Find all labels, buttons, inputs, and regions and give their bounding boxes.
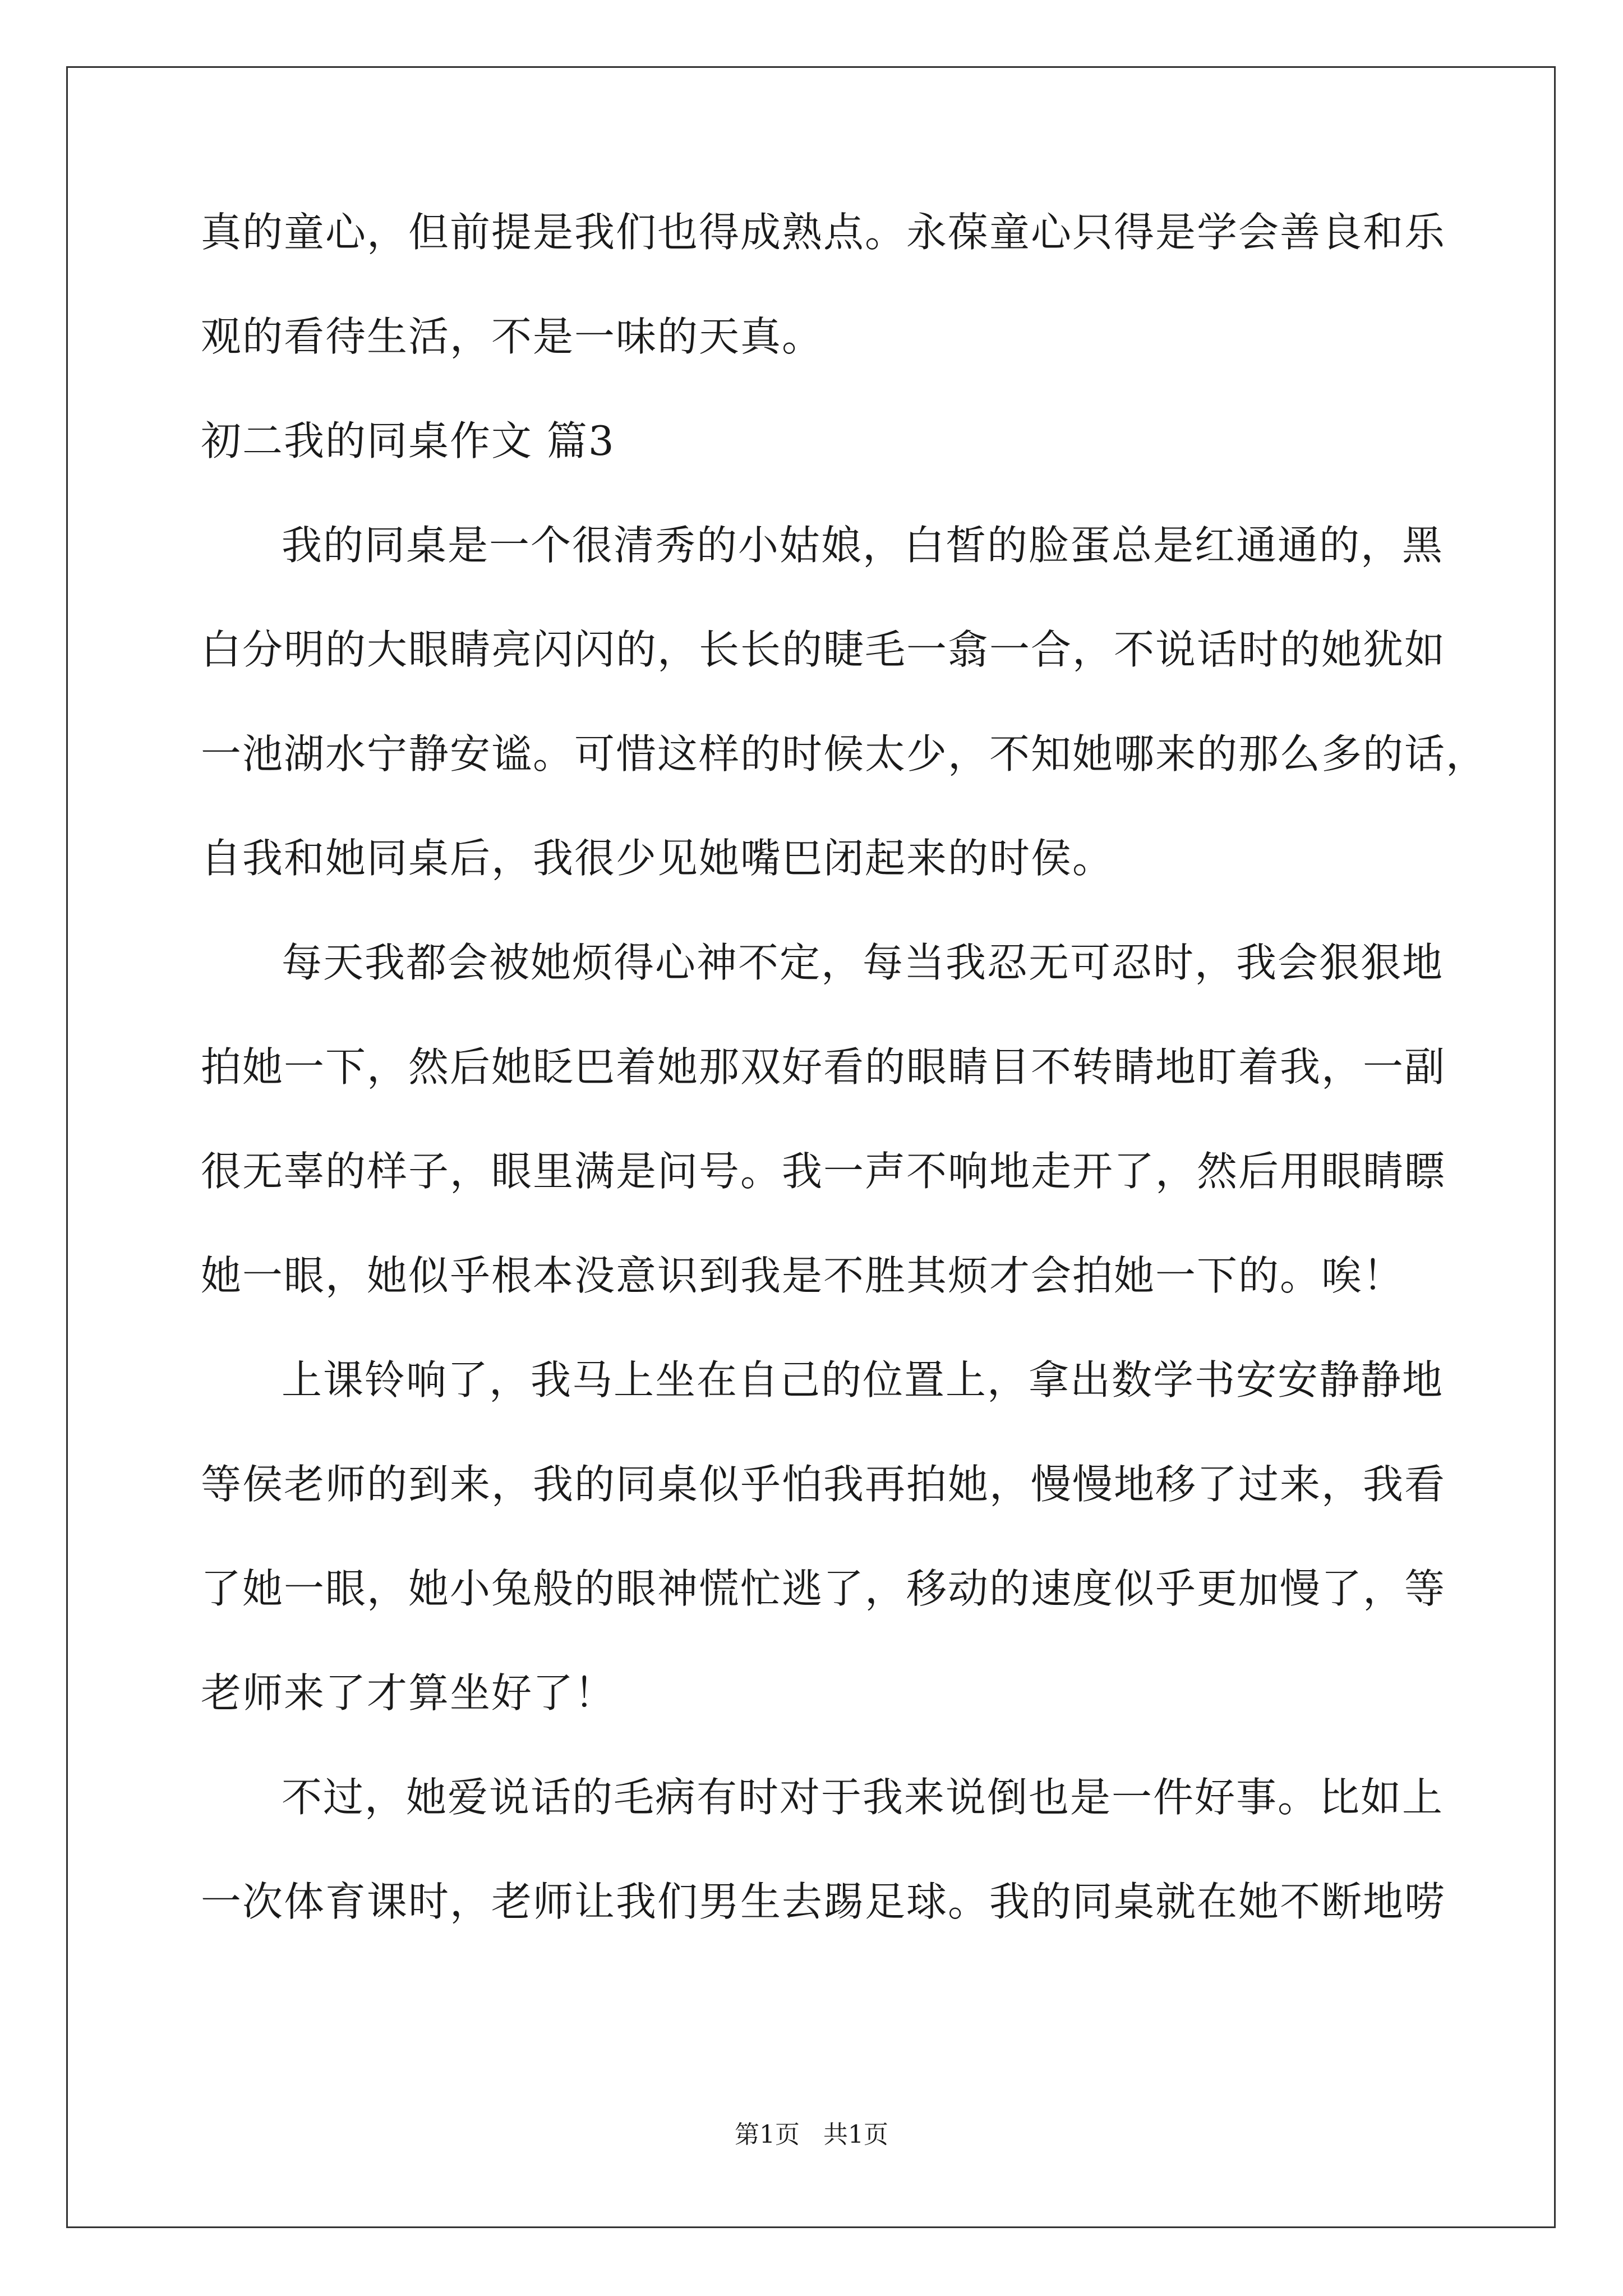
text-line: 一次体育课时，老师让我们男生去踢足球。我的同桌就在她不断地唠 bbox=[201, 1878, 1446, 1925]
text-line: 真的童心，但前提是我们也得成熟点。永葆童心只得是学会善良和乐 bbox=[201, 209, 1446, 256]
text-line: 等侯老师的到来，我的同桌似乎怕我再拍她，慢慢地移了过来，我看 bbox=[201, 1461, 1446, 1508]
text-line: 很无辜的样子，眼里满是问号。我一声不响地走开了，然后用眼睛瞟 bbox=[201, 1148, 1446, 1195]
section-heading: 初二我的同桌作文 篇3 bbox=[201, 417, 615, 464]
text-line: 不过，她爱说话的毛病有时对于我来说倒也是一件好事。比如上 bbox=[282, 1774, 1444, 1821]
text-line: 了她一眼，她小兔般的眼神慌忙逃了，移动的速度似乎更加慢了，等 bbox=[201, 1565, 1446, 1612]
document-body bbox=[201, 202, 1488, 1976]
text-line: 她一眼，她似乎根本没意识到我是不胜其烦才会拍她一下的。唉！ bbox=[201, 1252, 1405, 1299]
text-line: 白分明的大眼睛亮闪闪的，长长的睫毛一翕一合，不说话时的她犹如 bbox=[201, 626, 1446, 673]
text-line: 每天我都会被她烦得心神不定，每当我忍无可忍时，我会狠狠地 bbox=[282, 939, 1444, 986]
text-line: 拍她一下，然后她眨巴着她那双好看的眼睛目不转睛地盯着我，一副 bbox=[201, 1043, 1446, 1091]
page-footer: 第1页 共1页 bbox=[735, 2120, 888, 2149]
text-line: 自我和她同桌后，我很少见她嘴巴闭起来的时侯。 bbox=[201, 835, 1114, 882]
text-line: 一池湖水宁静安谧。可惜这样的时候太少，不知她哪来的那么多的话， bbox=[201, 730, 1488, 777]
text-line: 我的同桌是一个很清秀的小姑娘，白皙的脸蛋总是红通通的，黑 bbox=[282, 522, 1444, 569]
text-line: 老师来了才算坐好了！ bbox=[201, 1669, 616, 1717]
text-line: 上课铃响了，我马上坐在自己的位置上，拿出数学书安安静静地 bbox=[282, 1356, 1444, 1404]
text-line: 观的看待生活，不是一味的天真。 bbox=[201, 313, 824, 360]
